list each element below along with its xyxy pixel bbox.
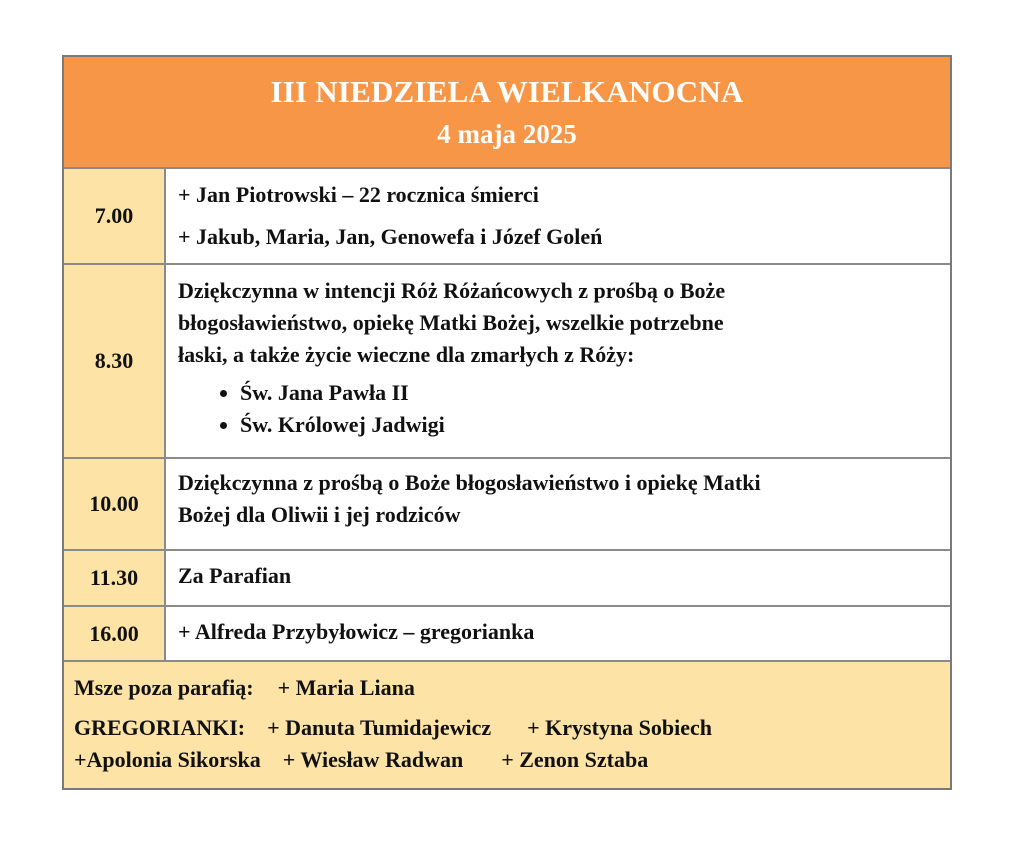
schedule-footer bbox=[64, 662, 950, 788]
mass-intentions bbox=[166, 551, 950, 605]
intention-line: + Jakub, Maria, Jan, Genowefa i Józef Goleń bbox=[178, 224, 603, 249]
gregorian-name: + Zenon Sztaba bbox=[501, 747, 649, 772]
intention-line: Dziękczynna z prośbą o Boże błogosławieństwo i opiekę Matki bbox=[178, 470, 761, 495]
schedule-header bbox=[64, 57, 950, 169]
mass-row-0830 bbox=[64, 265, 950, 459]
intention-line: Bożej dla Oliwii i jej rodziców bbox=[178, 502, 461, 527]
intention-line: + Jan Piotrowski – 22 rocznica śmierci bbox=[178, 182, 539, 207]
mass-time: 8.30 bbox=[64, 265, 166, 457]
intention-line: błogosławieństwo, opiekę Matki Bożej, wszelkie potrzebne bbox=[178, 310, 724, 335]
intention-bullet: • Św. Jana Pawła II bbox=[240, 377, 940, 409]
mass-row-0700 bbox=[64, 169, 950, 265]
mass-time: 7.00 bbox=[64, 169, 166, 263]
mass-row-1000 bbox=[64, 459, 950, 551]
gregorian-label: GREGORIANKI: bbox=[74, 715, 246, 740]
mass-time: 10.00 bbox=[64, 459, 166, 549]
mass-row-1130 bbox=[64, 551, 950, 607]
intention-line: Za Parafian bbox=[178, 563, 292, 588]
gregorian-line-2 bbox=[74, 744, 940, 776]
mass-intentions bbox=[166, 607, 950, 660]
outside-parish-line bbox=[74, 672, 940, 704]
intention-line: + Alfreda Przybyłowicz – gregorianka bbox=[178, 619, 535, 644]
mass-time: 16.00 bbox=[64, 607, 166, 660]
gregorian-line-1 bbox=[74, 712, 940, 744]
gregorian-name: + Wiesław Radwan bbox=[282, 747, 464, 772]
gregorian-name: + Krystyna Sobiech bbox=[527, 715, 713, 740]
mass-intentions bbox=[166, 265, 950, 457]
mass-time: 11.30 bbox=[64, 551, 166, 605]
intention-bullet-list bbox=[178, 377, 940, 441]
gregorian-name: + Danuta Tumidajewicz bbox=[267, 715, 492, 740]
sunday-title: III NIEDZIELA WIELKANOCNA bbox=[270, 74, 744, 109]
mass-intentions bbox=[166, 459, 950, 549]
outside-parish-label: Msze poza parafią: bbox=[74, 675, 254, 700]
mass-intentions bbox=[166, 169, 950, 263]
mass-row-1600 bbox=[64, 607, 950, 662]
mass-schedule-table bbox=[62, 55, 952, 790]
gregorian-name: +Apolonia Sikorska bbox=[74, 747, 261, 772]
intention-line: Dziękczynna w intencji Róż Różańcowych z prośbą o Boże bbox=[178, 278, 726, 303]
outside-parish-name: + Maria Liana bbox=[277, 675, 415, 700]
intention-bullet: • Św. Królowej Jadwigi bbox=[240, 409, 940, 441]
sunday-date: 4 maja 2025 bbox=[437, 119, 577, 149]
intention-line: łaski, a także życie wieczne dla zmarłych z Róży: bbox=[178, 342, 635, 367]
